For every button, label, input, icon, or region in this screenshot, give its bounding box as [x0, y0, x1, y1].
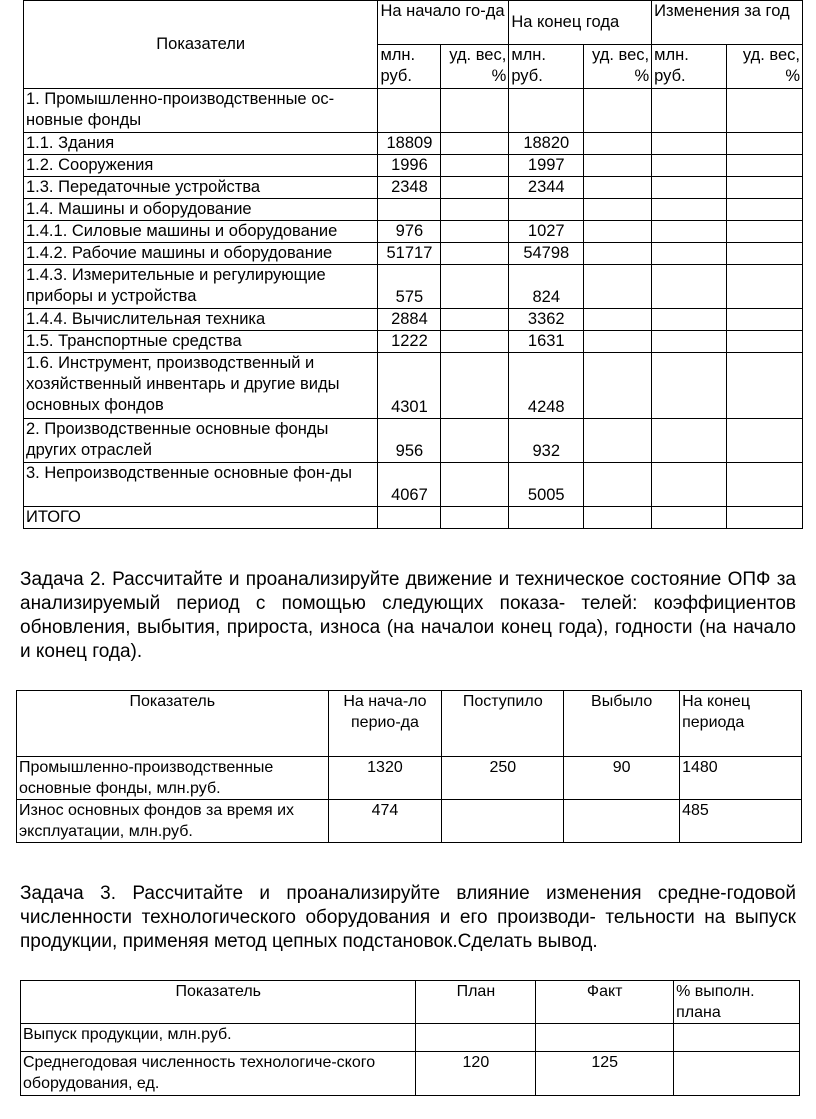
change-share	[727, 89, 803, 133]
chain-substitution-table	[20, 980, 800, 1096]
end-share	[584, 221, 652, 243]
cell-value	[442, 800, 564, 843]
end-value: 18820	[509, 133, 584, 155]
change-value	[652, 331, 727, 353]
table-row	[24, 309, 803, 331]
start-share	[441, 463, 509, 507]
start-value	[378, 199, 441, 221]
task3-text: Задача 3. Рассчитайте и проанализируйте влияние изменения средне-годовой численности технологического оборудования и его производи- тельности на выпуск продукции, применяя метод цепных подстановок.Сделать вывод.	[20, 883, 796, 952]
start-share	[441, 507, 509, 529]
change-value	[652, 89, 727, 133]
table-row	[24, 89, 803, 133]
row-label: 1.4. Машины и оборудование	[24, 199, 378, 221]
change-share	[727, 221, 803, 243]
table-row: Среднегодовая численность технологиче-ского оборудования, ед.	[21, 1052, 416, 1096]
end-value: 1997	[509, 155, 584, 177]
change-share	[727, 199, 803, 221]
table-row	[24, 199, 803, 221]
cell-value	[416, 1024, 536, 1052]
start-share	[441, 89, 509, 133]
end-value: 1027	[509, 221, 584, 243]
change-value	[652, 155, 727, 177]
end-value: 932	[509, 419, 584, 463]
end-share	[584, 89, 652, 133]
end-share	[584, 199, 652, 221]
start-share	[441, 177, 509, 199]
end-share	[584, 331, 652, 353]
start-value	[378, 507, 441, 529]
change-share	[727, 353, 803, 419]
cell-value	[536, 1024, 674, 1052]
t2-header-indicator: Показатель	[17, 691, 329, 757]
start-share	[441, 155, 509, 177]
start-value: 575	[378, 265, 441, 309]
header-mln-rub: млн. руб.	[378, 45, 441, 89]
row-label: 1.3. Передаточные устройства	[24, 177, 378, 199]
start-value: 976	[378, 221, 441, 243]
change-value	[652, 265, 727, 309]
t2-header-received: Поступило	[442, 691, 564, 757]
t2-header-start: На нача-ло перио-да	[328, 691, 442, 757]
start-share	[441, 199, 509, 221]
table-row	[24, 353, 803, 419]
change-value	[652, 221, 727, 243]
end-share	[584, 353, 652, 419]
table-row	[24, 133, 803, 155]
header-share: уд. вес, %	[727, 45, 803, 89]
start-share	[441, 243, 509, 265]
header-indicator: Показатели	[24, 1, 378, 89]
start-value: 956	[378, 419, 441, 463]
change-value	[652, 133, 727, 155]
table-row	[24, 243, 803, 265]
header-mln-rub: млн. руб.	[509, 45, 584, 89]
t3-header-indicator: Показатель	[21, 981, 416, 1024]
table-row	[24, 331, 803, 353]
end-value	[509, 199, 584, 221]
row-label: ИТОГО	[24, 507, 378, 529]
end-share	[584, 155, 652, 177]
cell-value	[564, 800, 680, 843]
change-share	[727, 463, 803, 507]
header-mln-rub: млн. руб.	[652, 45, 727, 89]
task2-text: Задача 2. Рассчитайте и проанализируйте движение и техническое состояние ОПФ за анализируемый период с помощью следующих показа- телей: коэффициентов обновления, выбытия, прироста, износа (на началои конец года), годности (на начало и конец года).	[20, 569, 796, 662]
change-value	[652, 243, 727, 265]
change-share	[727, 419, 803, 463]
start-value: 1222	[378, 331, 441, 353]
end-share	[584, 507, 652, 529]
start-share	[441, 331, 509, 353]
start-value: 51717	[378, 243, 441, 265]
table-row	[24, 507, 803, 529]
cell-value: 485	[680, 800, 802, 843]
cell-value	[674, 1024, 800, 1052]
change-value	[652, 309, 727, 331]
end-value: 5005	[509, 463, 584, 507]
end-value: 2344	[509, 177, 584, 199]
end-value: 54798	[509, 243, 584, 265]
row-label: 1.6. Инструмент, производственный и хозяйственный инвентарь и другие виды основных фондов	[24, 353, 378, 419]
start-value	[378, 89, 441, 133]
change-share	[727, 243, 803, 265]
table-row: Износ основных фондов за время их эксплуатации, млн.руб.	[17, 800, 329, 843]
table-row	[24, 265, 803, 309]
row-label: 1.4.1. Силовые машины и оборудование	[24, 221, 378, 243]
end-share	[584, 177, 652, 199]
row-label: 1.4.2. Рабочие машины и оборудование	[24, 243, 378, 265]
start-value: 1996	[378, 155, 441, 177]
t3-header-completion: % выполн. плана	[674, 981, 800, 1024]
change-share	[727, 265, 803, 309]
assets-movement-table	[16, 690, 802, 843]
cell-value	[674, 1052, 800, 1096]
start-value: 2884	[378, 309, 441, 331]
header-change: Изменения за год	[652, 1, 803, 45]
table-row	[24, 155, 803, 177]
start-share	[441, 309, 509, 331]
start-share	[441, 221, 509, 243]
end-value: 3362	[509, 309, 584, 331]
start-share	[441, 133, 509, 155]
change-value	[652, 419, 727, 463]
change-share	[727, 133, 803, 155]
table-row	[24, 419, 803, 463]
end-share	[584, 133, 652, 155]
end-value	[509, 89, 584, 133]
header-share: уд. вес, %	[441, 45, 509, 89]
t2-header-end: На конец периода	[680, 691, 802, 757]
cell-value: 250	[442, 757, 564, 800]
table-row: Промышленно-производственные основные фонды, млн.руб.	[17, 757, 329, 800]
start-value: 4301	[378, 353, 441, 419]
start-share	[441, 265, 509, 309]
table-row: Выпуск продукции, млн.руб.	[21, 1024, 416, 1052]
fixed-assets-table	[23, 0, 803, 529]
row-label: 1.1. Здания	[24, 133, 378, 155]
end-value: 1631	[509, 331, 584, 353]
start-value: 18809	[378, 133, 441, 155]
change-value	[652, 199, 727, 221]
table-row	[24, 463, 803, 507]
cell-value: 125	[536, 1052, 674, 1096]
change-value	[652, 507, 727, 529]
cell-value: 90	[564, 757, 680, 800]
cell-value: 120	[416, 1052, 536, 1096]
change-share	[727, 155, 803, 177]
table-row	[24, 177, 803, 199]
end-value	[509, 507, 584, 529]
change-share	[727, 331, 803, 353]
table-row	[24, 221, 803, 243]
end-share	[584, 309, 652, 331]
row-label: 1.4.4. Вычислительная техника	[24, 309, 378, 331]
row-label: 2. Производственные основные фонды других отраслей	[24, 419, 378, 463]
header-start-year: На начало го-да	[378, 1, 509, 45]
end-share	[584, 265, 652, 309]
change-value	[652, 463, 727, 507]
end-value: 4248	[509, 353, 584, 419]
change-value	[652, 177, 727, 199]
header-share: уд. вес, %	[584, 45, 652, 89]
row-label: 3. Непроизводственные основные фон-ды	[24, 463, 378, 507]
t3-header-plan: План	[416, 981, 536, 1024]
cell-value: 474	[328, 800, 442, 843]
cell-value: 1320	[328, 757, 442, 800]
start-value: 4067	[378, 463, 441, 507]
end-share	[584, 419, 652, 463]
row-label: 1. Промышленно-производственные ос-новные фонды	[24, 89, 378, 133]
end-share	[584, 243, 652, 265]
end-value: 824	[509, 265, 584, 309]
row-label: 1.4.3. Измерительные и регулирующие приборы и устройства	[24, 265, 378, 309]
row-label: 1.5. Транспортные средства	[24, 331, 378, 353]
start-share	[441, 419, 509, 463]
change-share	[727, 309, 803, 331]
header-end-year: На конец года	[509, 1, 652, 45]
t3-header-fact: Факт	[536, 981, 674, 1024]
cell-value: 1480	[680, 757, 802, 800]
change-share	[727, 177, 803, 199]
start-share	[441, 353, 509, 419]
row-label: 1.2. Сооружения	[24, 155, 378, 177]
start-value: 2348	[378, 177, 441, 199]
t2-header-disposed: Выбыло	[564, 691, 680, 757]
change-share	[727, 507, 803, 529]
change-value	[652, 353, 727, 419]
end-share	[584, 463, 652, 507]
